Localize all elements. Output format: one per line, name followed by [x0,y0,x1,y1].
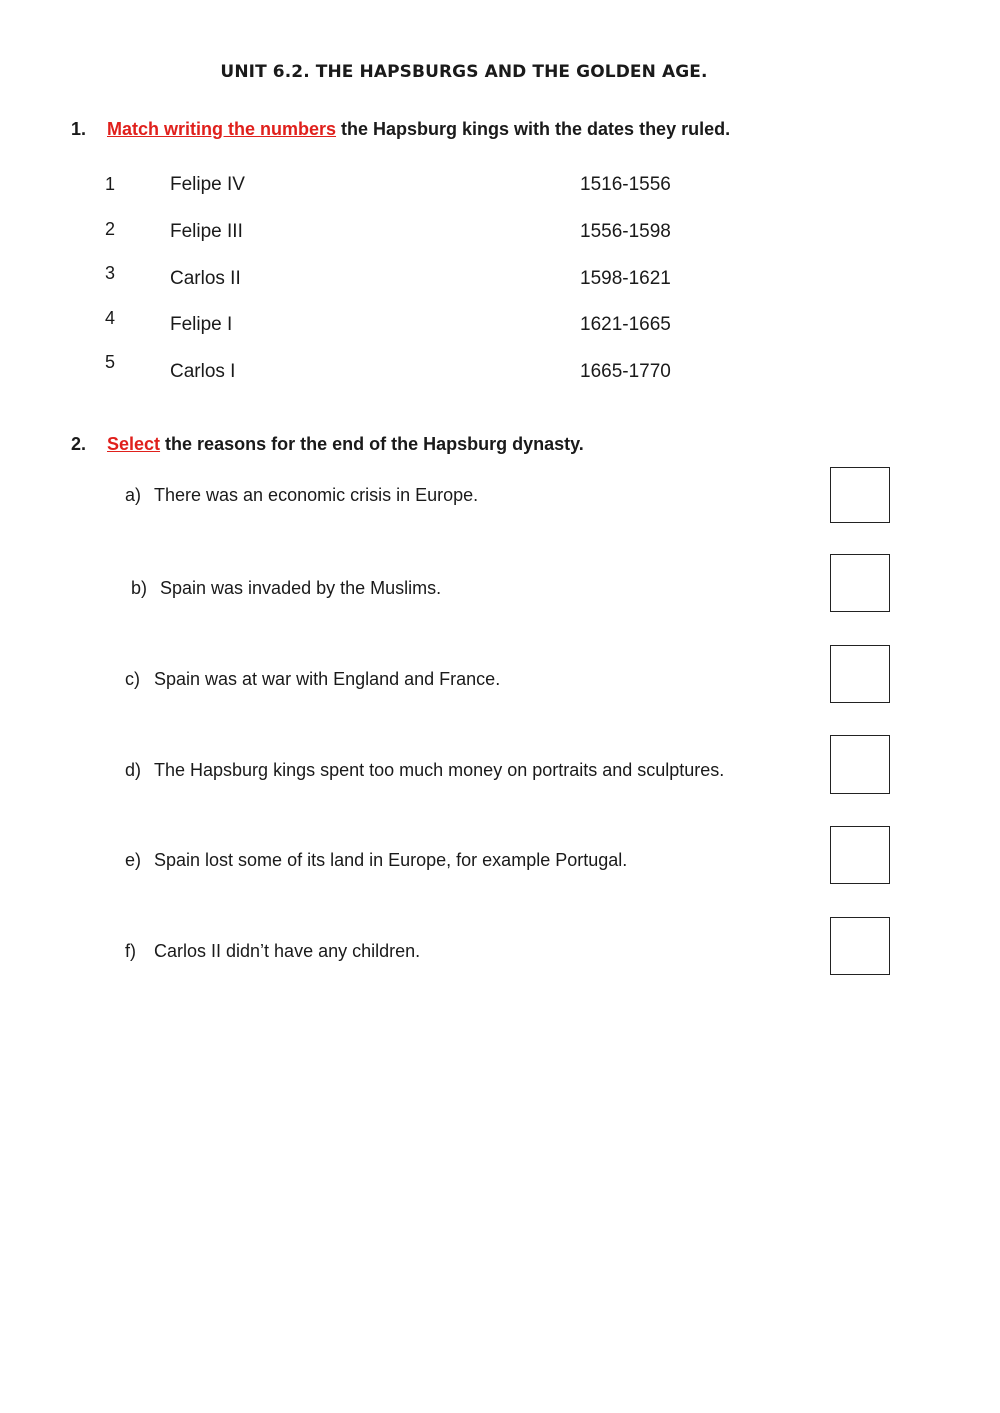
king-name: Felipe I [170,314,233,335]
reason-e-checkbox[interactable] [830,826,890,884]
page-title: UNIT 6.2. THE HAPSBURGS AND THE GOLDEN AGE. [220,62,708,82]
reason-text: The Hapsburg kings spent too much money on portraits and sculptures. [154,760,725,780]
reason-item [125,850,627,871]
question-1-number: 1. [71,119,87,139]
reason-letter: b) [131,578,148,598]
reason-d-checkbox[interactable] [830,735,890,794]
king-number: 5 [105,352,116,372]
king-name: Carlos II [170,268,241,289]
king-number: 4 [105,308,116,328]
question-2-instruction-highlight: Select [107,434,161,454]
reason-text: Spain was at war with England and France. [154,669,501,689]
reason-letter: a) [125,485,142,505]
king-name: Carlos I [170,361,236,382]
question-1 [71,119,730,140]
question-2-number: 2. [71,434,87,454]
reason-text: Spain was invaded by the Muslims. [160,578,442,598]
reign-dates: 1621-1665 [580,314,671,335]
question-1-instruction-highlight: Match writing the numbers [107,119,337,139]
reason-item [125,485,478,506]
reason-letter: f) [125,941,136,961]
reason-item [131,578,441,599]
reason-item [125,669,500,690]
reign-dates: 1598-1621 [580,268,671,289]
king-number: 3 [105,263,116,283]
reason-b-checkbox[interactable] [830,554,890,612]
reason-c-checkbox[interactable] [830,645,890,703]
king-name: Felipe IV [170,174,245,195]
reason-text: Spain lost some of its land in Europe, for example Portugal. [154,850,628,870]
reason-f-checkbox[interactable] [830,917,890,975]
reason-letter: e) [125,850,142,870]
king-number: 1 [105,174,116,194]
question-1-instruction: the Hapsburg kings with the dates they ruled. [336,119,731,139]
reason-letter: d) [125,760,142,780]
king-number: 2 [105,219,116,239]
king-name: Felipe III [170,221,243,242]
reason-item [125,941,420,962]
question-2-instruction: the reasons for the end of the Hapsburg dynasty. [160,434,584,454]
reason-item [125,760,724,781]
reign-dates: 1516-1556 [580,174,671,195]
reason-a-checkbox[interactable] [830,467,890,523]
reason-text: There was an economic crisis in Europe. [154,485,479,505]
question-2 [71,434,584,455]
reason-text: Carlos II didn’t have any children. [154,941,421,961]
reign-dates: 1665-1770 [580,361,671,382]
reason-letter: c) [125,669,140,689]
reign-dates: 1556-1598 [580,221,671,242]
